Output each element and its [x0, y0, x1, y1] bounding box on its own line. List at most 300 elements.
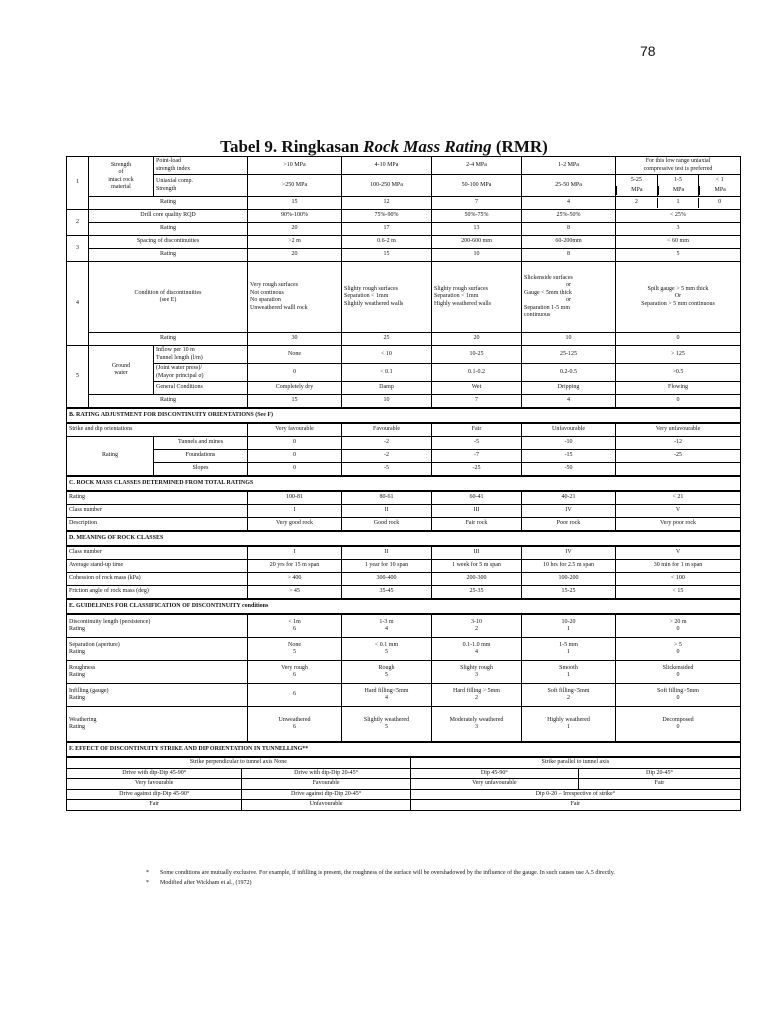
secE-r0-l0: Discontinuity length (persistence) — [69, 618, 151, 625]
secE-r2-v0 — [248, 661, 342, 684]
secE-r1-v3b: 1 — [567, 649, 570, 655]
sec1-pl-label — [154, 157, 248, 175]
secE-r0-v1b: 4 — [385, 626, 388, 632]
secE-r0-v3 — [522, 614, 616, 638]
sec5-ratio-l0: (Joint water press)/ — [156, 365, 202, 371]
secE-row-4 — [67, 707, 741, 743]
sec1-pl-v0: >10 MPa — [248, 157, 342, 175]
sec1-uc-low0 — [616, 175, 657, 196]
secE-r3-v1b: 4 — [385, 695, 388, 701]
secF-r2-0: Drive with dip-Dip 45-90° — [67, 768, 242, 779]
secE-r4-l1: Rating — [69, 724, 85, 730]
sec1-r4: 2 — [634, 199, 638, 206]
sec3-v4: < 60 mm — [616, 236, 741, 249]
secF-heading: F. EFFECT OF DISCONTINUITY STRIKE AND DIP ORIENTATION IN TUNNELLING** — [67, 742, 741, 757]
secE-row-1 — [67, 638, 741, 661]
secB-r1-v1: -2 — [342, 450, 432, 463]
secE-r2-v3a: Smooth — [559, 664, 578, 671]
footnote-1-mark: * — [146, 870, 149, 876]
secE-r0-v1 — [342, 614, 432, 638]
sec1-param-l0: Strength — [110, 161, 132, 168]
sec1-r0: 15 — [248, 197, 342, 210]
secE-r1-v0 — [248, 638, 342, 661]
secF-perp: Strike perpendicular to tunnel axis None — [67, 758, 410, 768]
sec1-uc-low — [616, 175, 741, 197]
secF-para: Strike parallel to tunnel axis — [410, 758, 740, 768]
secD-r2-label: Cohession of rock mass (kPa) — [67, 573, 248, 586]
footnote-2-mark: * — [146, 879, 149, 886]
sec4-c1-l1: Not continous — [250, 289, 284, 296]
secF-r2-3: Dip 20-45° — [578, 768, 740, 779]
sec4-c1-l0: Very rough surfaces — [250, 282, 298, 288]
sec4-c4-l2: Gauge < 5mm thick — [524, 289, 572, 296]
secB-r0-v2: -5 — [432, 437, 522, 450]
secB-r0-v0: 0 — [248, 437, 342, 450]
secB-h1: Favourable — [342, 423, 432, 437]
secD-r1-v4: 30 min for 1 m span — [616, 560, 741, 573]
secE-r1-v1a: < 0.1 mm — [374, 641, 399, 648]
sec2-v3: 25%-50% — [522, 210, 616, 223]
sec3-r3: 8 — [522, 249, 616, 262]
sec4-c2-l1: Separation < 1mm — [344, 293, 389, 300]
secC-r0-v3: 40-21 — [522, 491, 616, 505]
sec5-ratio-v4: >0.5 — [616, 364, 741, 382]
sec4-label-l0: Condition of discontinuities — [134, 289, 202, 296]
footnotes — [146, 869, 716, 888]
sec4-r2: 20 — [432, 333, 522, 346]
sec5-rating-row — [67, 395, 741, 409]
secD-row-1 — [67, 560, 741, 573]
sec4-r3: 10 — [522, 333, 616, 346]
sec4-c1-l3: Unweathered walll rock — [250, 304, 308, 311]
secE-r3-v3a: Soft filling<5mm — [547, 687, 590, 694]
secF-row-2 — [67, 768, 740, 779]
secD-r3-v3: 15-25 — [522, 586, 616, 600]
sec5-inflow-v3: 25-125 — [522, 346, 616, 364]
sec4-c5 — [616, 262, 741, 333]
sec5-label-l0: Ground — [111, 362, 131, 369]
secD-r3-label: Friction angle of rock mass (deg) — [67, 586, 248, 600]
sec1-uc-v0: >250 MPa — [248, 175, 342, 197]
secF-r3-1: Favourable — [242, 779, 410, 790]
sec2-v0: 90%-100% — [248, 210, 342, 223]
secD-r3-v1: 35-45 — [342, 586, 432, 600]
sec1-pl-l1: strength index — [156, 165, 191, 172]
secE-r4-l0: Weathering — [69, 716, 97, 723]
secD-r3-v0: > 45 — [248, 586, 342, 600]
sec3-r2: 10 — [432, 249, 522, 262]
sec4-r1: 25 — [342, 333, 432, 346]
secB-row-1 — [67, 450, 741, 463]
sec2-v4: < 25% — [616, 210, 741, 223]
secE-r2-label — [67, 661, 248, 684]
sec4-r4: 0 — [616, 333, 741, 346]
footnote-2 — [146, 879, 716, 889]
sec4-c3 — [432, 262, 522, 333]
sec1-uc-low2 — [698, 175, 740, 196]
secC-r0-v4: < 21 — [616, 491, 741, 505]
secE-r2-v0b: 6 — [293, 672, 296, 678]
sec1-uc-low1 — [657, 175, 699, 196]
sec1-r5: 1 — [657, 198, 699, 208]
secB-r0-v4: -12 — [616, 437, 741, 450]
sec1-pl-l0: Point-load — [156, 158, 181, 164]
sec5-label — [89, 346, 154, 395]
sec1-rating-row — [67, 197, 741, 210]
secB-r0-label: Tunnels and mines — [154, 437, 248, 450]
secE-r1-v0a: None — [288, 641, 301, 648]
sec2-r4: 3 — [616, 223, 741, 236]
sec4-c1 — [248, 262, 342, 333]
secE-r2-v0a: Very rough — [281, 664, 308, 671]
sec5-inflow-v2: 10-25 — [432, 346, 522, 364]
secF-r2-2: Dip 45-90° — [410, 768, 578, 779]
sec4-c2 — [342, 262, 432, 333]
sec5-inflow-l0: Inflow per 10 m — [156, 347, 195, 353]
secE-r3-v1 — [342, 684, 432, 707]
secE-r1-v4b: 0 — [676, 649, 680, 655]
secC-r2-v0: Very good rock — [248, 518, 342, 532]
sec2-rating-row — [67, 223, 741, 236]
sec2-rating-label: Rating — [89, 223, 248, 236]
secE-r2-v3b: 1 — [567, 672, 570, 678]
footnote-1-text: Some conditions are mutually exclusive. For example, if infilling is present, the roughness of the surface will be overshadowed by the influence of the gauge. In such causes use A.5 directly. — [160, 870, 615, 876]
secE-r1-v1 — [342, 638, 432, 661]
secE-r2-l0: Roughness — [69, 664, 96, 671]
secB-r0-v1: -2 — [342, 437, 432, 450]
sec4-c4-l3: or — [566, 297, 571, 303]
secF-row-3 — [67, 779, 740, 790]
secF-row-5 — [67, 800, 740, 810]
sec1-pl-row — [67, 157, 741, 175]
secB-r2-v4 — [616, 463, 741, 477]
secB-r1-v4: -25 — [616, 450, 741, 463]
secB-r2-v2: -25 — [432, 463, 522, 477]
sec2-r0: 20 — [248, 223, 342, 236]
secF-r3-3: Fair — [578, 779, 740, 790]
secE-r2-v3 — [522, 661, 616, 684]
sec2-r2: 13 — [432, 223, 522, 236]
secF-r4-1: Drive against dip-Dip 20-45° — [242, 789, 410, 800]
secD-r0-label: Class number — [67, 546, 248, 560]
secE-r2-v4 — [616, 661, 741, 684]
sec1-uc-low1-a: 1-5 — [674, 177, 682, 183]
sec1-param-l3: material — [111, 184, 131, 190]
sec3-label: Spacing of discontinuities — [89, 236, 248, 249]
sec2-row — [67, 210, 741, 223]
sec5-rating-label: Rating — [89, 395, 248, 409]
secE-r0-v3a: 10-20 — [561, 618, 576, 625]
sec1-uc-label — [154, 175, 248, 197]
sec3-v2: 200-600 mm — [432, 236, 522, 249]
sec5-r4: 0 — [616, 395, 741, 409]
secB-r2-v3: -50 — [522, 463, 616, 477]
sec5-ratio-l1: (Mayor principal σ) — [156, 372, 204, 379]
secB-heading: B. RATING ADJUSTMENT FOR DISCONTINUITY ORIENTATIONS (See F) — [67, 408, 741, 423]
secF-r5-2: Fair — [410, 800, 740, 810]
secE-r3-v3b: 2 — [567, 695, 570, 701]
sec5-inflow-label — [154, 346, 248, 364]
sec3-r1: 15 — [342, 249, 432, 262]
footnote-1 — [146, 869, 716, 879]
secB-h2: Fair — [432, 423, 522, 437]
secE-r3-v1a: Hard filling<5mm — [364, 687, 409, 694]
secE-heading: E. GUIDELINES FOR CLASSIFICATION OF DISCONTINUITY conditions — [67, 599, 741, 614]
sec4-c3-l2: Highly weathered walls — [434, 300, 491, 307]
secE-r1-v2 — [432, 638, 522, 661]
secB-head-label: Strike and dip orientations — [67, 423, 248, 437]
secE-r2-v4b: 0 — [676, 672, 680, 678]
secE-r3-v2a: Hard filling > 5mm — [453, 687, 500, 694]
secE-r4-v3 — [522, 707, 616, 743]
sec5-ratio-v2: 0.1-0.2 — [432, 364, 522, 382]
secB-head-row — [67, 423, 741, 437]
secD-row-0 — [67, 546, 741, 560]
secE-r4-v2b: 3 — [475, 724, 478, 730]
secD-r1-label: Average stand-up time — [67, 560, 248, 573]
sec4-c2-l2: Slightly weathered walls — [344, 300, 404, 307]
secD-r0-v4: V — [616, 546, 741, 560]
secB-h0: Very favourable — [248, 423, 342, 437]
sec1-uc-low1-b: MPa — [658, 186, 699, 196]
secE-r0-v0 — [248, 614, 342, 638]
secE-r0-v3b: 1 — [567, 626, 570, 632]
sec1-uc-low2-a: < 1 — [715, 177, 724, 183]
secE-row-3 — [67, 684, 741, 707]
sec1-uc-l1: Strength — [156, 185, 177, 192]
secD-r1-v3: 10 hrs for 2.5 m span — [522, 560, 616, 573]
secC-r2-v2: Fair rock — [432, 518, 522, 532]
sec5-gc-v4: Flowing — [616, 382, 741, 395]
secF-table — [67, 758, 740, 810]
sec1-uc-low2-b: MPa — [699, 186, 740, 196]
secE-r1-v1b: 5 — [385, 649, 388, 655]
secD-r1-v0: 20 yrs for 15 m span — [248, 560, 342, 573]
sec4-c4 — [522, 262, 616, 333]
secE-r3-v0 — [248, 684, 342, 707]
secC-row-0 — [67, 491, 741, 505]
secF-r3-2: Very unfavourable — [410, 779, 578, 790]
secE-r4-v3b: 1 — [567, 724, 570, 730]
secE-r0-v2 — [432, 614, 522, 638]
sec5-ratio-v3: 0.2-0.5 — [522, 364, 616, 382]
secE-r2-v2 — [432, 661, 522, 684]
secE-r4-label — [67, 707, 248, 743]
secB-row-2 — [67, 463, 741, 477]
sec1-rating-label: Rating — [89, 197, 248, 210]
secD-r2-v0: > 400 — [248, 573, 342, 586]
secB-rating-label: Rating — [67, 437, 154, 477]
sec5-gc-v1: Damp — [342, 382, 432, 395]
secD-heading: D. MEANING OF ROCK CLASSES — [67, 531, 741, 546]
secD-r0-v1: II — [342, 546, 432, 560]
sec1-uc-v1: 100-250 MPa — [342, 175, 432, 197]
page-number: 78 — [640, 43, 656, 59]
secE-r0-l1: Rating — [69, 626, 85, 632]
sec5-inflow-v1: < 10 — [342, 346, 432, 364]
sec5-r0: 15 — [248, 395, 342, 409]
sec1-uc-low0-a: 5-25 — [630, 177, 642, 183]
secE-r4-v0b: 6 — [293, 724, 296, 730]
secE-r2-l1: Rating — [69, 672, 85, 678]
secE-r0-v1a: 1-3 m — [379, 618, 394, 625]
secD-r3-v4: < 15 — [616, 586, 741, 600]
secC-r2-v1: Good rock — [342, 518, 432, 532]
secE-r4-v4a: Decomposed — [662, 716, 694, 723]
sec1-uc-v2: 50-100 MPa — [432, 175, 522, 197]
sec5-num: 5 — [67, 346, 89, 409]
secC-r1-label: Class number — [67, 505, 248, 518]
sec2-r3: 8 — [522, 223, 616, 236]
secD-r2-v4: < 100 — [616, 573, 741, 586]
secC-row-1 — [67, 505, 741, 518]
sec1-pl-v2: 2-4 MPa — [432, 157, 522, 175]
secE-r4-v1b: 5 — [385, 724, 388, 730]
secB-r1-v3: -15 — [522, 450, 616, 463]
title-suffix: (RMR) — [491, 137, 548, 156]
secE-r0-v4 — [616, 614, 741, 638]
sec4-num: 4 — [67, 262, 89, 346]
sec1-low-l1: compressive test is preferred — [643, 165, 713, 172]
secD-r2-v3: 100-200 — [522, 573, 616, 586]
sec4-c3-l0: Slighty rough surfaces — [434, 285, 488, 292]
secE-r4-v3a: Highly weathered — [547, 716, 590, 723]
secE-r0-v2a: 3-10 — [471, 618, 482, 625]
secD-r2-v2: 200-300 — [432, 573, 522, 586]
sec1-r-low — [616, 197, 741, 210]
sec5-inflow-l1: Tunnel length (l/m) — [156, 354, 203, 361]
title-italic: Rock Mass Rating — [363, 137, 492, 156]
secE-r3-v2b: 2 — [475, 695, 478, 701]
sec5-r2: 7 — [432, 395, 522, 409]
secB-row-0 — [67, 437, 741, 450]
secB-r0-v3: -10 — [522, 437, 616, 450]
secE-r1-v0b: 5 — [293, 649, 296, 655]
sec4-c5-l0: Spilt gauge > 5 mm thick — [647, 285, 709, 292]
sec4-label — [89, 262, 248, 333]
sec5-inflow-row — [67, 346, 741, 364]
secB-r1-v0: 0 — [248, 450, 342, 463]
sec2-num: 2 — [67, 210, 89, 236]
sec1-uc-l0: Uniaxial comp. — [156, 178, 193, 184]
secE-r3-l1: Rating — [69, 695, 85, 701]
secE-r4-v2 — [432, 707, 522, 743]
secF-r4-2: Dip 0-20 – Irrespective of strike° — [410, 789, 740, 800]
secC-r0-v1: 80-61 — [342, 491, 432, 505]
sec4-c3-l1: Separation < 1mm — [434, 293, 479, 300]
secE-r1-l0: Separation (aperture) — [69, 641, 120, 648]
secE-r3-v4 — [616, 684, 741, 707]
secE-r4-v4 — [616, 707, 741, 743]
secD-r1-v2: 1 week for 5 m span — [432, 560, 522, 573]
secE-r2-v1b: 5 — [385, 672, 388, 678]
secB-r1-label: Foundations — [154, 450, 248, 463]
sec1-r6: 0 — [698, 198, 740, 208]
sec4-c5-l1: Or — [674, 293, 682, 300]
secC-r1-v2: III — [432, 505, 522, 518]
sec1-num: 1 — [67, 157, 89, 210]
sec4-c4-l5: continuous — [524, 312, 551, 318]
secE-r2-v2a: Slighty rough — [460, 664, 493, 671]
secE-r1-l1: Rating — [69, 649, 85, 655]
footnote-2-text: Modified after Wickham et al., (1972) — [160, 879, 252, 886]
secC-row-2 — [67, 518, 741, 532]
title-prefix: Tabel 9. Ringkasan — [220, 137, 364, 156]
secC-r0-v0: 100-81 — [248, 491, 342, 505]
secE-r4-v0 — [248, 707, 342, 743]
secE-r1-label — [67, 638, 248, 661]
sec1-uc-row — [67, 175, 741, 197]
secD-row-2 — [67, 573, 741, 586]
rmr-table — [66, 156, 741, 811]
sec5-ratio-v1: < 0.1 — [342, 364, 432, 382]
sec2-v2: 50%-75% — [432, 210, 522, 223]
secF-r5-1: Unfavourable — [242, 800, 410, 810]
sec3-v3: 60-200mm — [522, 236, 616, 249]
secE-r1-v4a: > 5 — [674, 641, 682, 648]
secC-r2-v3: Poor rock — [522, 518, 616, 532]
secE-r3-v3 — [522, 684, 616, 707]
secC-r2-v4: Very poor rock — [616, 518, 741, 532]
secC-r1-v1: II — [342, 505, 432, 518]
secE-r2-v2b: 3 — [475, 672, 478, 678]
sec1-r3: 4 — [522, 197, 616, 210]
secE-r0-v0a: < 1m — [288, 618, 301, 625]
secD-r0-v2: III — [432, 546, 522, 560]
secE-r1-v2a: 0.1-1.0 mm — [462, 641, 491, 648]
secD-r2-v1: 300-400 — [342, 573, 432, 586]
sec5-inflow-v4: > 125 — [616, 346, 741, 364]
secE-r0-v2b: 2 — [475, 626, 478, 632]
secE-row-2 — [67, 661, 741, 684]
sec1-param-l2: intact rock — [108, 176, 134, 183]
secC-r1-v0: I — [248, 505, 342, 518]
secE-r3-label — [67, 684, 248, 707]
sec4-c1-l2: No sparation — [250, 297, 281, 303]
sec1-r2: 7 — [432, 197, 522, 210]
secE-r3-v4b: 0 — [676, 695, 680, 701]
sec1-low-l0: For this low range uniaxial — [645, 158, 711, 164]
sec5-gc-label: General Conditions — [154, 382, 248, 395]
secC-r1-v4: V — [616, 505, 741, 518]
sec4-r0: 30 — [248, 333, 342, 346]
sec4-c4-l1: or — [566, 282, 571, 288]
sec5-label-l1: water — [114, 370, 128, 376]
sec5-gc-row — [67, 382, 741, 395]
secE-r4-v1a: Slightly weathered — [363, 716, 410, 723]
secC-r2-label: Description — [67, 518, 248, 532]
sec1-param — [89, 157, 154, 197]
secE-r4-v1 — [342, 707, 432, 743]
sec3-v1: 0.6-2 m — [342, 236, 432, 249]
sec5-ratio-label — [154, 364, 248, 382]
secF-block — [67, 757, 741, 810]
secC-r1-v3: IV — [522, 505, 616, 518]
secB-r2-v1: -5 — [342, 463, 432, 477]
sec3-num: 3 — [67, 236, 89, 262]
sec4-c5-l2: Separation > 5 mm continuous — [641, 300, 715, 307]
secE-row-0 — [67, 614, 741, 638]
secD-row-3 — [67, 586, 741, 600]
sec4-rating-label: Rating — [89, 333, 248, 346]
secF-row-4 — [67, 789, 740, 800]
sec4-c4-l0: Slickenside surfaces — [524, 274, 573, 281]
secC-heading: C. ROCK MASS CLASSES DETERMINED FROM TOTAL RATINGS — [67, 476, 741, 491]
secF-r5-0: Fair — [67, 800, 242, 810]
secE-r2-v1 — [342, 661, 432, 684]
secE-r3-l0: Infilling (gauge) — [69, 687, 109, 694]
sec5-r1: 10 — [342, 395, 432, 409]
